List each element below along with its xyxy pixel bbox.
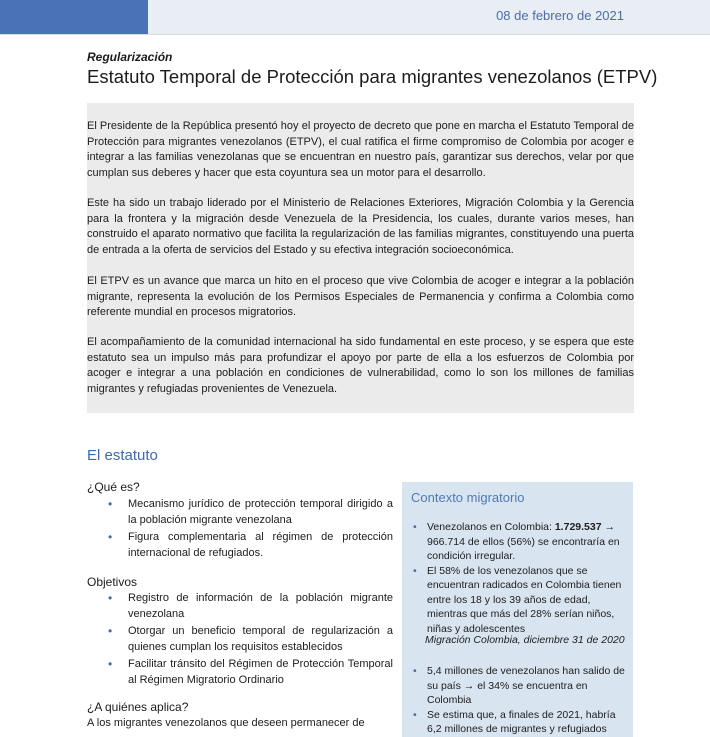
- sidebar-title: Contexto migratorio: [411, 490, 525, 505]
- sidebar-list: [411, 664, 625, 737]
- list-item: • Facilitar tránsito del Régimen de Protección Temporal al Régimen Migratorio Ordinario: [108, 657, 393, 688]
- intro-box: [87, 103, 634, 413]
- sidebar-source: Migración Colombia, diciembre 31 de 2020: [425, 634, 625, 646]
- sidebar-item: • Se estima que, a finales de 2021, habría 6,2 millones de migrantes y refugiados: [411, 708, 625, 737]
- sidebar-item: • 5,4 millones de venezolanos han salido de su país → el 34% se encuentra en Colombia: [411, 664, 625, 708]
- list-item: • Figura complementaria al régimen de protección internacional de refugiados.: [108, 530, 393, 561]
- aplica-text: A los migrantes venezolanos que deseen permanecer de: [87, 717, 365, 729]
- aplica-heading: ¿A quiénes aplica?: [87, 700, 189, 714]
- intro-paragraph: El Presidente de la República presentó hoy el proyecto de decreto que pone en marcha el Estatuto Temporal de Protección para migrantes venezolanos (ETPV), el cual ratifica el firme compromiso de Colombia por acoger e integrar a las familias venezolanas que se encuentran en nuestro país, garantizar sus derechos, velar por que cumplan sus deberes y hacer que esta coyuntura sea un motor para el desarrollo.: [87, 120, 634, 179]
- objetivos-heading: Objetivos: [87, 575, 138, 589]
- section-heading: El estatuto: [87, 447, 158, 464]
- intro-paragraph: El acompañamiento de la comunidad internacional ha sido fundamental en este proceso, y se espera que este estatuto sea un impulso más para profundizar el apoyo por parte de ella a los esfuerzos de Colombia por acoger e integrar a una población en condiciones de vulnerabilidad, como lo son los millones de familias migrantes y refugiadas provenientes de Venezuela.: [87, 336, 634, 395]
- sidebar-item-text: → 966.714 de ellos (56%) se encontraría en condición irregular.: [427, 521, 620, 562]
- intro-paragraph: Este ha sido un trabajo liderado por el Ministerio de Relaciones Exteriores, Migración Colombia y la Gerencia para la frontera y la migración desde Venezuela de la Presidencia, los cuales, durante varios meses, han construido el aparato normativo que facilita la regularización de las familias migrantes, constituyendo una puerta de entrada a la oferta de servicios del Estado y su efectiva integración socioeconómica.: [87, 197, 634, 256]
- migrant-count: 1.729.537: [554, 521, 602, 533]
- document-kicker: Regularización: [87, 50, 173, 64]
- intro-paragraph: El ETPV es un avance que marca un hito en el proceso que vive Colombia de acoger e integrar a la población migrante, representa la evolución de los Permisos Especiales de Permanencia y confirma a Colombia como referente mundial en procesos migratorios.: [87, 275, 634, 318]
- list-item: • Mecanismo jurídico de protección temporal dirigido a la población migrante venezolana: [108, 497, 393, 528]
- header-divider: [0, 34, 710, 35]
- list-item: • Registro de información de la población migrante venezolana: [108, 591, 393, 622]
- list-item: • Otorgar un beneficio temporal de regularización a quienes cumplan los requisitos establecidos: [108, 624, 393, 655]
- context-sidebar: [402, 482, 633, 737]
- que-es-list: [108, 497, 393, 563]
- sidebar-list: [411, 520, 625, 636]
- que-es-heading: ¿Qué es?: [87, 480, 140, 494]
- document-date: 08 de febrero de 2021: [496, 8, 624, 23]
- sidebar-item-text: Venezolanos en Colombia:: [427, 521, 555, 533]
- objetivos-list: [108, 591, 393, 690]
- document-title: Estatuto Temporal de Protección para migrantes venezolanos (ETPV): [87, 66, 658, 87]
- page-header-band: [0, 0, 710, 34]
- sidebar-item: [411, 520, 625, 564]
- sidebar-item: • El 58% de los venezolanos que se encuentran radicados en Colombia tienen entre los 18 y los 39 años de edad, mientras que más del 28% serían niños, niñas y adolescentes: [411, 564, 625, 637]
- header-accent-block: [0, 0, 148, 34]
